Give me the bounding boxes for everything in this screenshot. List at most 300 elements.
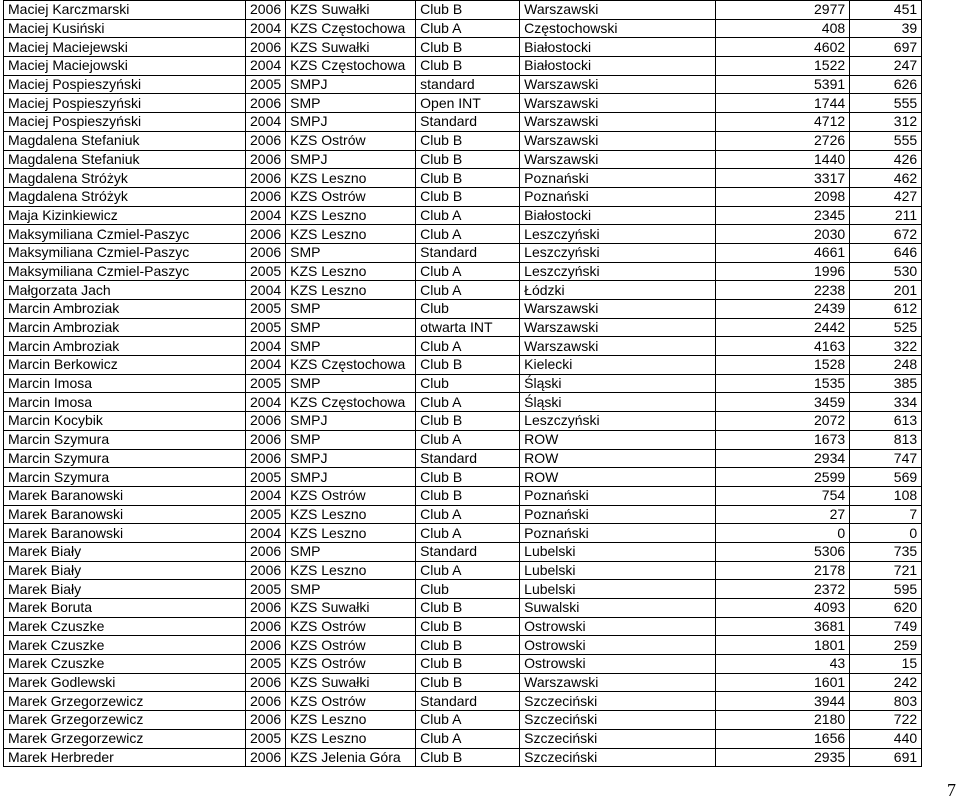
points-cell: 408 xyxy=(716,19,850,38)
club-cell: SMP xyxy=(286,337,416,356)
category-cell: Club A xyxy=(416,225,520,244)
category-cell: standard xyxy=(416,75,520,94)
category-cell: Club A xyxy=(416,711,520,730)
category-cell: Club B xyxy=(416,1,520,20)
table-row xyxy=(4,150,922,169)
score-cell: 39 xyxy=(850,19,922,38)
points-cell: 3317 xyxy=(716,169,850,188)
name-cell: Marcin Szymura xyxy=(4,468,246,487)
score-cell: 242 xyxy=(850,673,922,692)
name-cell: Maciej Pospieszyński xyxy=(4,113,246,132)
category-cell: Club B xyxy=(416,169,520,188)
score-cell: 697 xyxy=(850,38,922,57)
year-cell: 2004 xyxy=(246,113,286,132)
region-cell: Leszczyński xyxy=(520,225,716,244)
name-cell: Marcin Imosa xyxy=(4,374,246,393)
year-cell: 2006 xyxy=(246,599,286,618)
table-row xyxy=(4,542,922,561)
club-cell: KZS Ostrów xyxy=(286,655,416,674)
category-cell: Club A xyxy=(416,524,520,543)
score-cell: 612 xyxy=(850,300,922,319)
year-cell: 2006 xyxy=(246,187,286,206)
name-cell: Marek Biały xyxy=(4,580,246,599)
region-cell: Szczeciński xyxy=(520,711,716,730)
year-cell: 2006 xyxy=(246,430,286,449)
name-cell: Marek Godlewski xyxy=(4,673,246,692)
year-cell: 2006 xyxy=(246,243,286,262)
club-cell: KZS Częstochowa xyxy=(286,393,416,412)
year-cell: 2005 xyxy=(246,318,286,337)
category-cell: Club B xyxy=(416,38,520,57)
table-row xyxy=(4,75,922,94)
name-cell: Maciej Maciejewski xyxy=(4,38,246,57)
category-cell: Club xyxy=(416,300,520,319)
year-cell: 2005 xyxy=(246,262,286,281)
club-cell: KZS Leszno xyxy=(286,561,416,580)
region-cell: Szczeciński xyxy=(520,729,716,748)
year-cell: 2006 xyxy=(246,692,286,711)
category-cell: Club B xyxy=(416,57,520,76)
category-cell: Club B xyxy=(416,468,520,487)
score-cell: 525 xyxy=(850,318,922,337)
table-row xyxy=(4,243,922,262)
year-cell: 2006 xyxy=(246,94,286,113)
year-cell: 2006 xyxy=(246,225,286,244)
club-cell: KZS Ostrów xyxy=(286,187,416,206)
name-cell: Marcin Ambroziak xyxy=(4,300,246,319)
table-row xyxy=(4,486,922,505)
club-cell: SMPJ xyxy=(286,412,416,431)
points-cell: 1440 xyxy=(716,150,850,169)
club-cell: SMP xyxy=(286,430,416,449)
category-cell: Open INT xyxy=(416,94,520,113)
club-cell: KZS Częstochowa xyxy=(286,19,416,38)
region-cell: Białostocki xyxy=(520,206,716,225)
score-cell: 211 xyxy=(850,206,922,225)
points-cell: 2439 xyxy=(716,300,850,319)
points-cell: 2935 xyxy=(716,748,850,767)
table-row xyxy=(4,225,922,244)
score-cell: 749 xyxy=(850,617,922,636)
club-cell: KZS Leszno xyxy=(286,281,416,300)
name-cell: Marcin Szymura xyxy=(4,449,246,468)
name-cell: Marcin Imosa xyxy=(4,393,246,412)
category-cell: Club B xyxy=(416,356,520,375)
category-cell: Standard xyxy=(416,542,520,561)
year-cell: 2005 xyxy=(246,580,286,599)
region-cell: Śląski xyxy=(520,393,716,412)
name-cell: Maciej Maciejowski xyxy=(4,57,246,76)
region-cell: Śląski xyxy=(520,374,716,393)
year-cell: 2006 xyxy=(246,542,286,561)
category-cell: Standard xyxy=(416,243,520,262)
year-cell: 2006 xyxy=(246,449,286,468)
table-row xyxy=(4,356,922,375)
results-table xyxy=(3,0,922,767)
table-row xyxy=(4,113,922,132)
points-cell: 1535 xyxy=(716,374,850,393)
region-cell: Poznański xyxy=(520,505,716,524)
points-cell: 5306 xyxy=(716,542,850,561)
points-cell: 2180 xyxy=(716,711,850,730)
score-cell: 530 xyxy=(850,262,922,281)
score-cell: 595 xyxy=(850,580,922,599)
name-cell: Marek Czuszke xyxy=(4,636,246,655)
category-cell: Standard xyxy=(416,449,520,468)
score-cell: 312 xyxy=(850,113,922,132)
category-cell: otwarta INT xyxy=(416,318,520,337)
table-row xyxy=(4,57,922,76)
points-cell: 1522 xyxy=(716,57,850,76)
name-cell: Marek Boruta xyxy=(4,599,246,618)
name-cell: Magdalena Stróżyk xyxy=(4,187,246,206)
category-cell: Club B xyxy=(416,187,520,206)
table-row xyxy=(4,505,922,524)
category-cell: Club A xyxy=(416,393,520,412)
year-cell: 2005 xyxy=(246,300,286,319)
region-cell: Ostrowski xyxy=(520,617,716,636)
year-cell: 2005 xyxy=(246,729,286,748)
score-cell: 426 xyxy=(850,150,922,169)
name-cell: Marek Grzegorzewicz xyxy=(4,711,246,730)
year-cell: 2004 xyxy=(246,486,286,505)
club-cell: KZS Częstochowa xyxy=(286,57,416,76)
score-cell: 7 xyxy=(850,505,922,524)
club-cell: KZS Leszno xyxy=(286,262,416,281)
table-row xyxy=(4,393,922,412)
name-cell: Marcin Szymura xyxy=(4,430,246,449)
club-cell: KZS Leszno xyxy=(286,169,416,188)
points-cell: 1656 xyxy=(716,729,850,748)
club-cell: KZS Ostrów xyxy=(286,486,416,505)
category-cell: Club B xyxy=(416,599,520,618)
region-cell: ROW xyxy=(520,468,716,487)
score-cell: 672 xyxy=(850,225,922,244)
year-cell: 2006 xyxy=(246,38,286,57)
year-cell: 2005 xyxy=(246,75,286,94)
name-cell: Magdalena Stefaniuk xyxy=(4,150,246,169)
score-cell: 722 xyxy=(850,711,922,730)
points-cell: 3681 xyxy=(716,617,850,636)
name-cell: Marek Biały xyxy=(4,561,246,580)
category-cell: Club B xyxy=(416,655,520,674)
name-cell: Magdalena Stefaniuk xyxy=(4,131,246,150)
category-cell: Club A xyxy=(416,430,520,449)
year-cell: 2006 xyxy=(246,561,286,580)
region-cell: Warszawski xyxy=(520,1,716,20)
points-cell: 2442 xyxy=(716,318,850,337)
points-cell: 1601 xyxy=(716,673,850,692)
region-cell: Lubelski xyxy=(520,542,716,561)
club-cell: SMP xyxy=(286,94,416,113)
region-cell: Kielecki xyxy=(520,356,716,375)
club-cell: KZS Leszno xyxy=(286,524,416,543)
score-cell: 462 xyxy=(850,169,922,188)
region-cell: Warszawski xyxy=(520,337,716,356)
table-row xyxy=(4,187,922,206)
points-cell: 5391 xyxy=(716,75,850,94)
year-cell: 2006 xyxy=(246,131,286,150)
name-cell: Marcin Ambroziak xyxy=(4,318,246,337)
region-cell: Szczeciński xyxy=(520,748,716,767)
points-cell: 2098 xyxy=(716,187,850,206)
name-cell: Magdalena Stróżyk xyxy=(4,169,246,188)
table-row xyxy=(4,729,922,748)
score-cell: 15 xyxy=(850,655,922,674)
category-cell: Club B xyxy=(416,131,520,150)
name-cell: Marcin Berkowicz xyxy=(4,356,246,375)
table-row xyxy=(4,430,922,449)
table-row xyxy=(4,449,922,468)
name-cell: Marek Biały xyxy=(4,542,246,561)
points-cell: 4163 xyxy=(716,337,850,356)
table-row xyxy=(4,94,922,113)
region-cell: Warszawski xyxy=(520,94,716,113)
year-cell: 2006 xyxy=(246,711,286,730)
region-cell: Warszawski xyxy=(520,131,716,150)
region-cell: Leszczyński xyxy=(520,262,716,281)
table-row xyxy=(4,19,922,38)
score-cell: 721 xyxy=(850,561,922,580)
points-cell: 754 xyxy=(716,486,850,505)
year-cell: 2006 xyxy=(246,617,286,636)
table-row xyxy=(4,262,922,281)
category-cell: Standard xyxy=(416,113,520,132)
table-row xyxy=(4,318,922,337)
club-cell: SMPJ xyxy=(286,113,416,132)
year-cell: 2005 xyxy=(246,468,286,487)
region-cell: Warszawski xyxy=(520,300,716,319)
category-cell: Club A xyxy=(416,505,520,524)
region-cell: ROW xyxy=(520,449,716,468)
year-cell: 2004 xyxy=(246,57,286,76)
table-row xyxy=(4,711,922,730)
points-cell: 0 xyxy=(716,524,850,543)
score-cell: 322 xyxy=(850,337,922,356)
points-cell: 3944 xyxy=(716,692,850,711)
club-cell: SMPJ xyxy=(286,75,416,94)
category-cell: Club B xyxy=(416,412,520,431)
table-row xyxy=(4,206,922,225)
region-cell: Częstochowski xyxy=(520,19,716,38)
club-cell: KZS Suwałki xyxy=(286,673,416,692)
club-cell: SMP xyxy=(286,318,416,337)
region-cell: Ostrowski xyxy=(520,655,716,674)
club-cell: KZS Leszno xyxy=(286,225,416,244)
year-cell: 2004 xyxy=(246,356,286,375)
points-cell: 2178 xyxy=(716,561,850,580)
category-cell: Club B xyxy=(416,617,520,636)
table-row xyxy=(4,38,922,57)
club-cell: SMPJ xyxy=(286,150,416,169)
points-cell: 2345 xyxy=(716,206,850,225)
points-cell: 2030 xyxy=(716,225,850,244)
region-cell: Lubelski xyxy=(520,580,716,599)
name-cell: Marek Grzegorzewicz xyxy=(4,729,246,748)
points-cell: 2372 xyxy=(716,580,850,599)
name-cell: Maciej Pospieszyński xyxy=(4,94,246,113)
table-row xyxy=(4,748,922,767)
year-cell: 2004 xyxy=(246,337,286,356)
page-number: 7 xyxy=(947,780,956,800)
region-cell: Warszawski xyxy=(520,75,716,94)
club-cell: KZS Ostrów xyxy=(286,692,416,711)
region-cell: Poznański xyxy=(520,524,716,543)
category-cell: Club B xyxy=(416,748,520,767)
category-cell: Club xyxy=(416,374,520,393)
score-cell: 747 xyxy=(850,449,922,468)
year-cell: 2006 xyxy=(246,1,286,20)
category-cell: Club A xyxy=(416,729,520,748)
table-row xyxy=(4,131,922,150)
club-cell: KZS Leszno xyxy=(286,206,416,225)
score-cell: 813 xyxy=(850,430,922,449)
club-cell: KZS Leszno xyxy=(286,711,416,730)
score-cell: 735 xyxy=(850,542,922,561)
name-cell: Marek Baranowski xyxy=(4,524,246,543)
points-cell: 1528 xyxy=(716,356,850,375)
points-cell: 27 xyxy=(716,505,850,524)
name-cell: Marek Herbreder xyxy=(4,748,246,767)
region-cell: Warszawski xyxy=(520,113,716,132)
category-cell: Club A xyxy=(416,561,520,580)
name-cell: Maksymiliana Czmiel-Paszyc xyxy=(4,225,246,244)
table-row xyxy=(4,374,922,393)
score-cell: 108 xyxy=(850,486,922,505)
club-cell: KZS Leszno xyxy=(286,729,416,748)
points-cell: 1673 xyxy=(716,430,850,449)
points-cell: 2238 xyxy=(716,281,850,300)
score-cell: 451 xyxy=(850,1,922,20)
year-cell: 2005 xyxy=(246,505,286,524)
name-cell: Maciej Karczmarski xyxy=(4,1,246,20)
category-cell: Club A xyxy=(416,262,520,281)
table-body xyxy=(4,1,922,767)
points-cell: 1996 xyxy=(716,262,850,281)
region-cell: Leszczyński xyxy=(520,243,716,262)
points-cell: 2977 xyxy=(716,1,850,20)
club-cell: SMP xyxy=(286,243,416,262)
score-cell: 555 xyxy=(850,131,922,150)
year-cell: 2006 xyxy=(246,150,286,169)
table-row xyxy=(4,281,922,300)
club-cell: KZS Ostrów xyxy=(286,131,416,150)
score-cell: 334 xyxy=(850,393,922,412)
points-cell: 1801 xyxy=(716,636,850,655)
score-cell: 569 xyxy=(850,468,922,487)
region-cell: Warszawski xyxy=(520,150,716,169)
points-cell: 2726 xyxy=(716,131,850,150)
club-cell: SMP xyxy=(286,300,416,319)
score-cell: 385 xyxy=(850,374,922,393)
table-row xyxy=(4,673,922,692)
table-row xyxy=(4,599,922,618)
table-row xyxy=(4,655,922,674)
points-cell: 2072 xyxy=(716,412,850,431)
club-cell: SMPJ xyxy=(286,449,416,468)
club-cell: SMP xyxy=(286,580,416,599)
club-cell: KZS Leszno xyxy=(286,505,416,524)
category-cell: Club A xyxy=(416,337,520,356)
name-cell: Maksymiliana Czmiel-Paszyc xyxy=(4,243,246,262)
category-cell: Club A xyxy=(416,19,520,38)
region-cell: Warszawski xyxy=(520,673,716,692)
region-cell: Poznański xyxy=(520,486,716,505)
points-cell: 2599 xyxy=(716,468,850,487)
score-cell: 248 xyxy=(850,356,922,375)
name-cell: Marek Czuszke xyxy=(4,655,246,674)
region-cell: Suwalski xyxy=(520,599,716,618)
region-cell: Białostocki xyxy=(520,38,716,57)
name-cell: Maksymiliana Czmiel-Paszyc xyxy=(4,262,246,281)
year-cell: 2006 xyxy=(246,169,286,188)
score-cell: 646 xyxy=(850,243,922,262)
region-cell: Białostocki xyxy=(520,57,716,76)
score-cell: 803 xyxy=(850,692,922,711)
table-row xyxy=(4,580,922,599)
score-cell: 620 xyxy=(850,599,922,618)
year-cell: 2005 xyxy=(246,655,286,674)
category-cell: Club xyxy=(416,580,520,599)
name-cell: Marcin Kocybik xyxy=(4,412,246,431)
name-cell: Marek Czuszke xyxy=(4,617,246,636)
table-row xyxy=(4,692,922,711)
score-cell: 440 xyxy=(850,729,922,748)
club-cell: SMPJ xyxy=(286,468,416,487)
club-cell: KZS Suwałki xyxy=(286,599,416,618)
table-row xyxy=(4,1,922,20)
table-row xyxy=(4,524,922,543)
year-cell: 2006 xyxy=(246,673,286,692)
category-cell: Club B xyxy=(416,673,520,692)
year-cell: 2006 xyxy=(246,412,286,431)
club-cell: KZS Suwałki xyxy=(286,38,416,57)
score-cell: 259 xyxy=(850,636,922,655)
year-cell: 2005 xyxy=(246,374,286,393)
region-cell: Łódzki xyxy=(520,281,716,300)
region-cell: Leszczyński xyxy=(520,412,716,431)
table-row xyxy=(4,561,922,580)
year-cell: 2004 xyxy=(246,281,286,300)
club-cell: KZS Jelenia Góra xyxy=(286,748,416,767)
region-cell: Warszawski xyxy=(520,318,716,337)
score-cell: 201 xyxy=(850,281,922,300)
points-cell: 4093 xyxy=(716,599,850,618)
region-cell: Poznański xyxy=(520,169,716,188)
points-cell: 3459 xyxy=(716,393,850,412)
region-cell: ROW xyxy=(520,430,716,449)
region-cell: Lubelski xyxy=(520,561,716,580)
points-cell: 4661 xyxy=(716,243,850,262)
region-cell: Poznański xyxy=(520,187,716,206)
region-cell: Szczeciński xyxy=(520,692,716,711)
score-cell: 691 xyxy=(850,748,922,767)
table-row xyxy=(4,468,922,487)
category-cell: Club B xyxy=(416,636,520,655)
name-cell: Maciej Pospieszyński xyxy=(4,75,246,94)
table-row xyxy=(4,636,922,655)
name-cell: Małgorzata Jach xyxy=(4,281,246,300)
year-cell: 2004 xyxy=(246,393,286,412)
year-cell: 2004 xyxy=(246,524,286,543)
category-cell: Club A xyxy=(416,206,520,225)
table-row xyxy=(4,300,922,319)
year-cell: 2006 xyxy=(246,636,286,655)
category-cell: Club A xyxy=(416,281,520,300)
name-cell: Maja Kizinkiewicz xyxy=(4,206,246,225)
name-cell: Marek Baranowski xyxy=(4,486,246,505)
table-row xyxy=(4,412,922,431)
